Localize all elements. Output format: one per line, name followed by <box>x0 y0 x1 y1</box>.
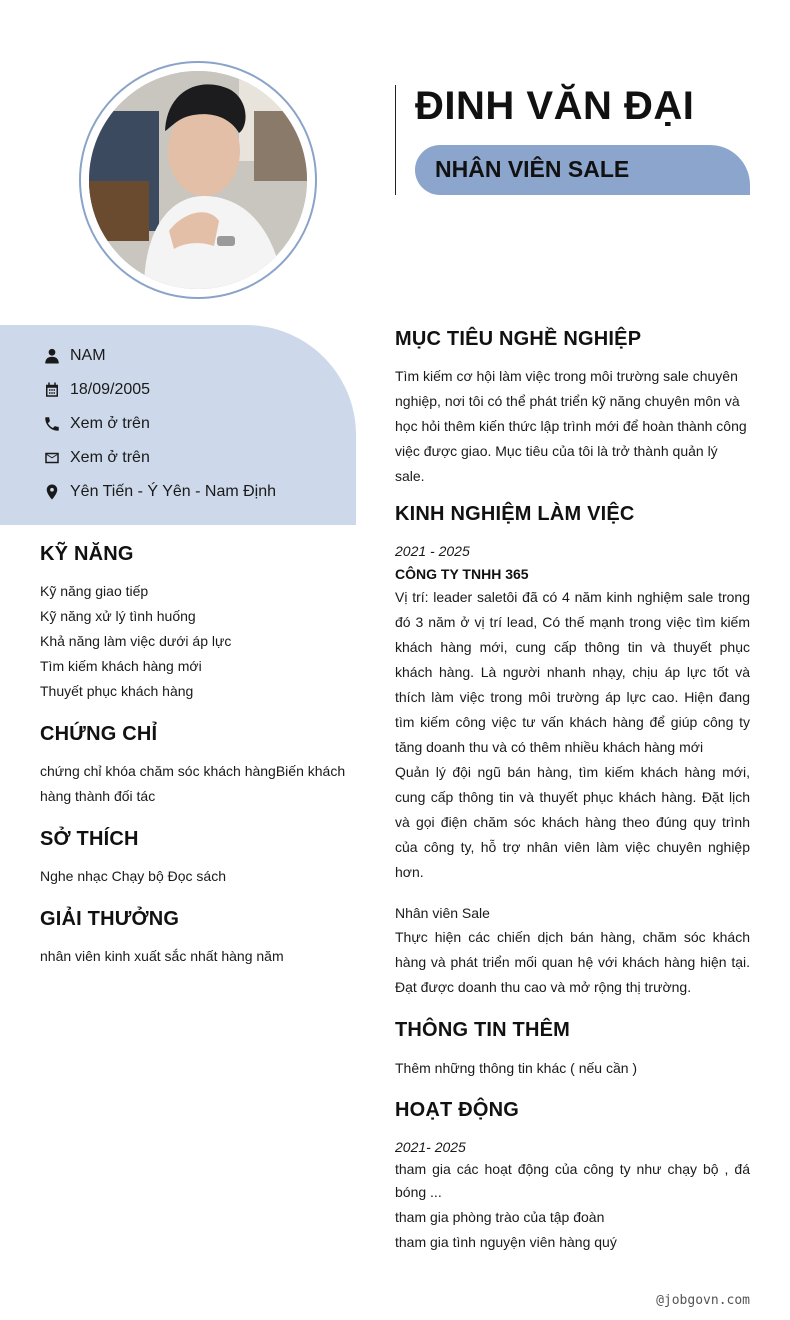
activity-item: tham gia phòng trào của tập đoàn <box>395 1209 605 1225</box>
birthday-text: 18/09/2005 <box>70 381 151 398</box>
calendar-icon <box>42 380 62 400</box>
experience-description-2: Quản lý đội ngũ bán hàng, tìm kiếm khách hàng mới, cung cấp thông tin và thuyết phục khách hàng. Đặt lịch và gọi điện chăm sóc khách hàng theo đúng quy trình của công ty, hỗ trợ nhân viên làm việc chuyên nghiệp hơn. <box>395 764 750 880</box>
objective-title: MỤC TIÊU NGHỀ NGHIỆP <box>395 328 642 350</box>
address-text: Yên Tiến - Ý Yên - Nam Định <box>70 483 277 500</box>
job-title: NHÂN VIÊN SALE <box>435 156 630 182</box>
hobbies-text: Nghe nhạc Chạy bộ Đọc sách <box>40 868 226 884</box>
experience-position-2: Nhân viên Sale <box>395 905 490 921</box>
phone-icon <box>42 414 62 434</box>
gender-text: NAM <box>70 347 106 364</box>
hobbies-title: SỞ THÍCH <box>40 828 139 850</box>
experience-title: KINH NGHIỆM LÀM VIỆC <box>395 503 635 525</box>
contact-gender <box>42 345 106 367</box>
skill-item: Tìm kiếm khách hàng mới <box>40 658 202 674</box>
objective-text: Tìm kiếm cơ hội làm việc trong môi trường sale chuyên nghiệp, nơi tôi có thể phát triển kỹ năng chuyên môn và học hỏi thêm kiến thức lập trình mới để hoàn thành công việc được giao. Mục tiêu của tôi là trở thành quản lý sale. <box>395 368 747 484</box>
extra-info-title: THÔNG TIN THÊM <box>395 1019 571 1041</box>
avatar <box>89 71 307 289</box>
email-text: Xem ở trên <box>70 449 150 466</box>
mail-icon <box>42 448 62 468</box>
person-icon <box>42 346 62 366</box>
contact-birthday <box>42 379 150 401</box>
activity-item: tham gia các hoạt động của công ty như chạy bộ , đá bóng ... <box>395 1161 750 1200</box>
skill-item: Kỹ năng xử lý tình huống <box>40 608 196 624</box>
watermark: @jobgovn.com <box>656 1293 750 1308</box>
awards-text: nhân viên kinh xuất sắc nhất hàng năm <box>40 948 284 964</box>
activities-period: 2021- 2025 <box>395 1139 466 1155</box>
skill-item: Kỹ năng giao tiếp <box>40 583 149 599</box>
awards-title: GIẢI THƯỞNG <box>40 908 180 930</box>
skills-title: KỸ NĂNG <box>40 543 134 565</box>
certificates-title: CHỨNG CHỈ <box>40 723 158 745</box>
contact-address <box>42 481 276 503</box>
skill-item: Thuyết phục khách hàng <box>40 683 194 699</box>
phone-text: Xem ở trên <box>70 415 150 432</box>
activity-item: tham gia tình nguyện viên hàng quý <box>395 1234 617 1250</box>
extra-info-text: Thêm những thông tin khác ( nếu cần ) <box>395 1060 638 1076</box>
activities-title: HOẠT ĐỘNG <box>395 1099 520 1121</box>
full-name: ĐINH VĂN ĐẠI <box>415 84 695 128</box>
location-pin-icon <box>42 482 62 502</box>
certificates-text: chứng chỉ khóa chăm sóc khách hàngBiến khách hàng thành đối tác <box>40 763 346 804</box>
experience-period: 2021 - 2025 <box>395 543 470 559</box>
avatar-photo <box>89 71 307 289</box>
header-divider <box>395 85 396 195</box>
contact-email <box>42 447 150 469</box>
experience-description: Vị trí: leader saletôi đã có 4 năm kinh nghiệm sale trong đó 3 năm ở vị trí lead, Có thế mạnh trong việc tìm kiếm khách hàng mới, cung cấp thông tin và thuyết phục khách hàng. Là người nhanh nhạy, chịu áp lực tốt và thích làm việc trong môi trường áp lực cao. Hiện đang tìm kiếm công việc tư vấn khách hàng để giúp công ty tăng doanh thu và có thêm nhiều khách hàng mới <box>395 589 750 755</box>
experience-description-3: Thực hiện các chiến dịch bán hàng, chăm sóc khách hàng và phát triển mối quan hệ với khách hàng hiện tại. Đạt được doanh thu cao và mở rộng thị trường. <box>395 929 750 995</box>
skill-item: Khả năng làm việc dưới áp lực <box>40 633 232 649</box>
contact-phone <box>42 413 150 435</box>
experience-company: CÔNG TY TNHH 365 <box>395 566 529 582</box>
